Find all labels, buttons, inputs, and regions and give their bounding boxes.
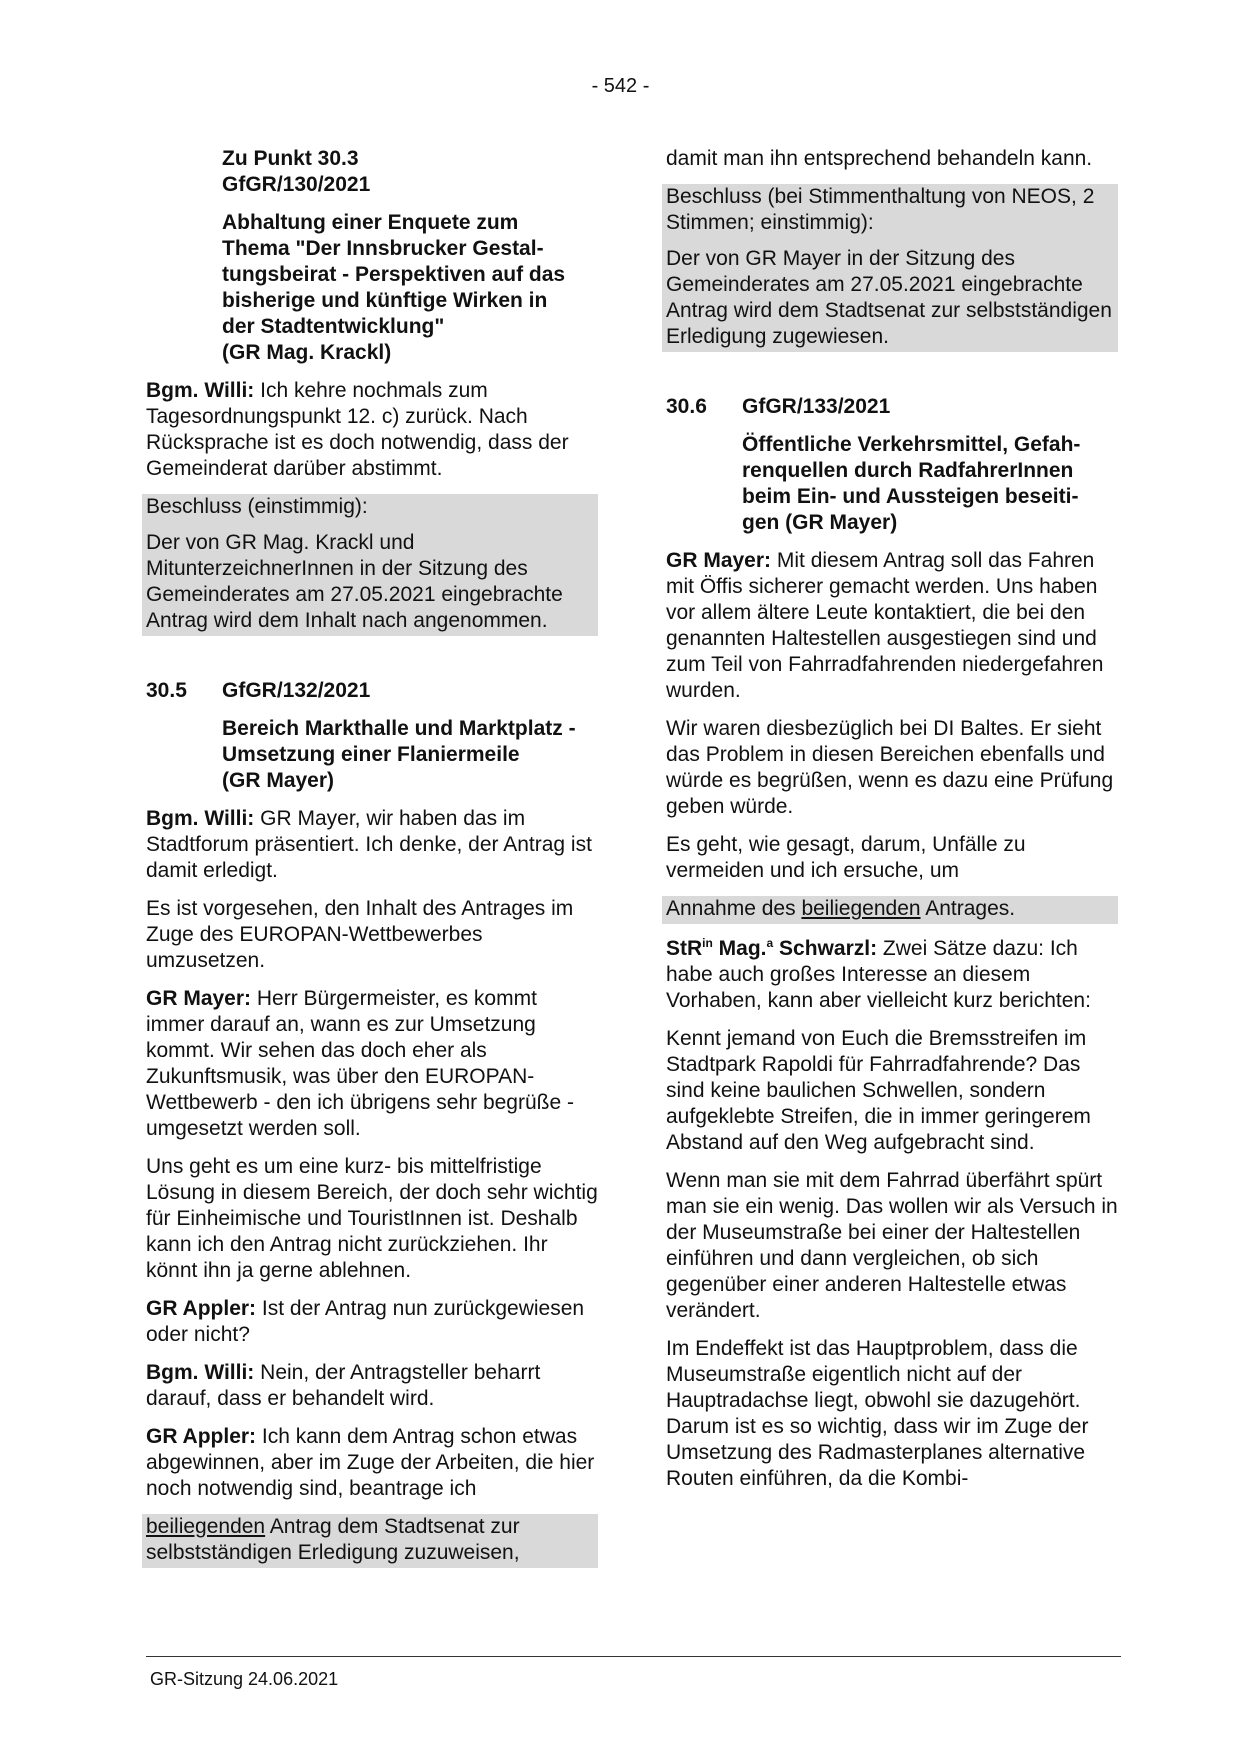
resolution-label: Beschluss (einstimmig): <box>146 495 368 518</box>
resolution-label: Beschluss (bei Stimmenthaltung von NEOS, 2 Stimmen; einstimmig): <box>666 185 1095 234</box>
motion-text <box>146 1514 594 1568</box>
right-column <box>666 146 1118 1504</box>
paragraph-text: Nein, der Antragsteller beharrt darauf, dass er behandelt wird. <box>146 1361 541 1410</box>
footer-divider <box>146 1656 1121 1657</box>
item-number: 30.5 <box>146 679 187 702</box>
subject-line: beim Ein- und Aussteigen beseiti- <box>742 485 1079 508</box>
subject-line: Thema "Der Innsbrucker Gestal- <box>222 237 544 260</box>
paragraph-text: Ich kann dem Antrag schon etwas abgewinnen, aber im Zuge der Arbeiten, die hier noch notwendig sind, beantrage ich <box>146 1425 595 1500</box>
subject-line: Öffentliche Verkehrsmittel, Gefah- <box>742 433 1081 456</box>
paragraph: Kennt jemand von Euch die Bremsstreifen im Stadtpark Rapoldi für Fahrradfahrende? Das sind keine baulichen Schwellen, sondern aufgeklebte Streifen, die in immer geringerem Abstand auf den Weg aufgebracht sind. <box>666 1027 1091 1154</box>
paragraph: Uns geht es um eine kurz- bis mittelfristige Lösung in diesem Bereich, der doch sehr wichtig für Einheimische und TouristInnen ist. Deshalb kann ich den Antrag nicht zurückziehen. Ihr könnt ihn ja gerne ablehnen. <box>146 1155 598 1282</box>
left-column <box>146 146 598 1580</box>
paragraph-text: Zwei Sätze dazu: Ich habe auch großes Interesse an diesem Vorhaben, kann aber vielleicht kurz berichten: <box>666 937 1091 1012</box>
subject-line: gen (GR Mayer) <box>742 511 898 534</box>
paragraph <box>146 1360 598 1412</box>
paragraph-text: Ich kehre nochmals zum Tagesordnungspunkt 12. c) zurück. Nach Rücksprache ist es doch notwendig, dass der Gemeinderat darüber abstimmt. <box>146 379 569 480</box>
paragraph-text: Herr Bürgermeister, es kommt immer darauf an, wann es zur Umsetzung kommt. Wir sehen das doch eher als Zukunftsmusik, was über den EUROPAN-Wettbewerb - den ich übrigens sehr begrüße - umgesetzt werden soll. <box>146 987 574 1140</box>
subject-line: renquellen durch RadfahrerInnen <box>742 459 1074 482</box>
item-number: 30.6 <box>666 395 707 418</box>
speaker: GR Mayer: <box>666 549 772 572</box>
speaker: Bgm. Willi: <box>146 379 255 402</box>
speaker-part: Mag. <box>712 937 767 960</box>
speaker-sup: in <box>702 936 713 950</box>
subject-line: Abhaltung einer Enquete zum <box>222 211 519 234</box>
speaker: GR Appler: <box>146 1297 257 1320</box>
speaker-part: StR <box>666 937 703 960</box>
subject-line: der Stadtentwicklung" <box>222 315 445 338</box>
speaker-sup: a <box>766 936 774 950</box>
paragraph: Es ist vorgesehen, den Inhalt des Antrages im Zuge des EUROPAN-Wettbewerbes umzusetzen. <box>146 897 574 972</box>
paragraph <box>146 378 598 482</box>
speaker: GR Appler: <box>146 1425 257 1448</box>
paragraph: Wenn man sie mit dem Fahrrad überfährt spürt man sie ein wenig. Das wollen wir als Versuch in der Museumstraße bei einer der Haltestellen einführen und dann vergleichen, ob sich gegenüber einer anderen Haltestelle etwas verändert. <box>666 1169 1118 1322</box>
item-code: GfGR/132/2021 <box>222 679 371 702</box>
speaker-part: Schwarzl: <box>773 937 878 960</box>
paragraph <box>666 548 1118 704</box>
resolution-box <box>142 494 598 636</box>
footer: GR-Sitzung 24.06.2021 <box>150 1669 339 1689</box>
paragraph <box>146 1296 598 1348</box>
subject-line: bisherige und künftige Wirken in <box>222 289 548 312</box>
item-30-5-heading <box>146 678 598 704</box>
paragraph-text: GR Mayer, wir haben das im Stadtforum präsentiert. Ich denke, der Antrag ist damit erledigt. <box>146 807 592 882</box>
item-30-6-heading <box>666 394 1118 420</box>
page-number: - 542 - <box>591 75 650 97</box>
paragraph: damit man ihn entsprechend behandeln kann. <box>666 147 1093 170</box>
speaker: Bgm. Willi: <box>146 807 255 830</box>
item-title: Zu Punkt 30.3 <box>222 147 359 170</box>
paragraph-text: Mit diesem Antrag soll das Fahren mit Öffis sicherer gemacht werden. Uns haben vor allem ältere Leute kontaktiert, die bei den genannten Haltestellen ausgestiegen sind und zum Teil von Fahrradfahrenden niedergefahren wurden. <box>666 549 1104 702</box>
subject-line: (GR Mag. Krackl) <box>222 341 392 364</box>
item-code: GfGR/133/2021 <box>742 395 891 418</box>
motion-box <box>142 1514 598 1568</box>
motion-box <box>662 896 1118 924</box>
subject-line: Bereich Markthalle und Marktplatz - <box>222 717 576 740</box>
resolution-text: Der von GR Mayer in der Sitzung des Gemeinderates am 27.05.2021 eingebrachte Antrag wird dem Stadtsenat zur selbstständigen Erledigung zugewiesen. <box>666 247 1112 348</box>
paragraph <box>146 986 598 1142</box>
underlined-word: beiliegenden <box>801 897 921 920</box>
item-30-5-subject <box>222 716 598 794</box>
paragraph <box>666 936 1118 1014</box>
speaker <box>666 937 877 960</box>
speaker: Bgm. Willi: <box>146 1361 255 1384</box>
paragraph: Wir waren diesbezüglich bei DI Baltes. Er sieht das Problem in diesen Bereichen ebenfalls und würde es begrüßen, wenn es dazu eine Prüfung geben würde. <box>666 717 1114 818</box>
resolution-text: Der von GR Mag. Krackl und MitunterzeichnerInnen in der Sitzung des Gemeinderates am 27.05.2021 eingebrachte Antrag wird dem Inhalt nach angenommen. <box>146 531 563 632</box>
motion-post: Antrages. <box>920 897 1016 920</box>
subject-line: (GR Mayer) <box>222 769 335 792</box>
speaker: GR Mayer: <box>146 987 252 1010</box>
paragraph: Im Endeffekt ist das Hauptproblem, dass die Museumstraße eigentlich nicht auf der Hauptradachse liegt, obwohl sie dazugehört. Darum ist es so wichtig, dass wir im Zuge der Umsetzung des Radmasterplanes alternative Routen einführen, da die Kombi- <box>666 1337 1089 1490</box>
motion-pre: Annahme des <box>666 897 802 920</box>
item-30-3-heading <box>222 146 598 198</box>
paragraph: Es geht, wie gesagt, darum, Unfälle zu vermeiden und ich ersuche, um <box>666 833 1026 882</box>
subject-line: Umsetzung einer Flaniermeile <box>222 743 520 766</box>
item-code: GfGR/130/2021 <box>222 173 371 196</box>
motion-text <box>666 896 1114 924</box>
item-30-3-subject <box>222 210 598 366</box>
underlined-word: beiliegenden <box>146 1515 266 1538</box>
resolution-box <box>662 184 1118 352</box>
subject-line: tungsbeirat - Perspektiven auf das <box>222 263 566 286</box>
motion-rest: Antrag dem Stadtsenat zur selbstständigen Erledigung zuzuweisen, <box>146 1515 520 1564</box>
item-30-6-subject <box>742 432 1118 536</box>
paragraph <box>146 806 598 884</box>
paragraph <box>146 1424 598 1502</box>
paragraph-text: Ist der Antrag nun zurückgewiesen oder nicht? <box>146 1297 585 1346</box>
